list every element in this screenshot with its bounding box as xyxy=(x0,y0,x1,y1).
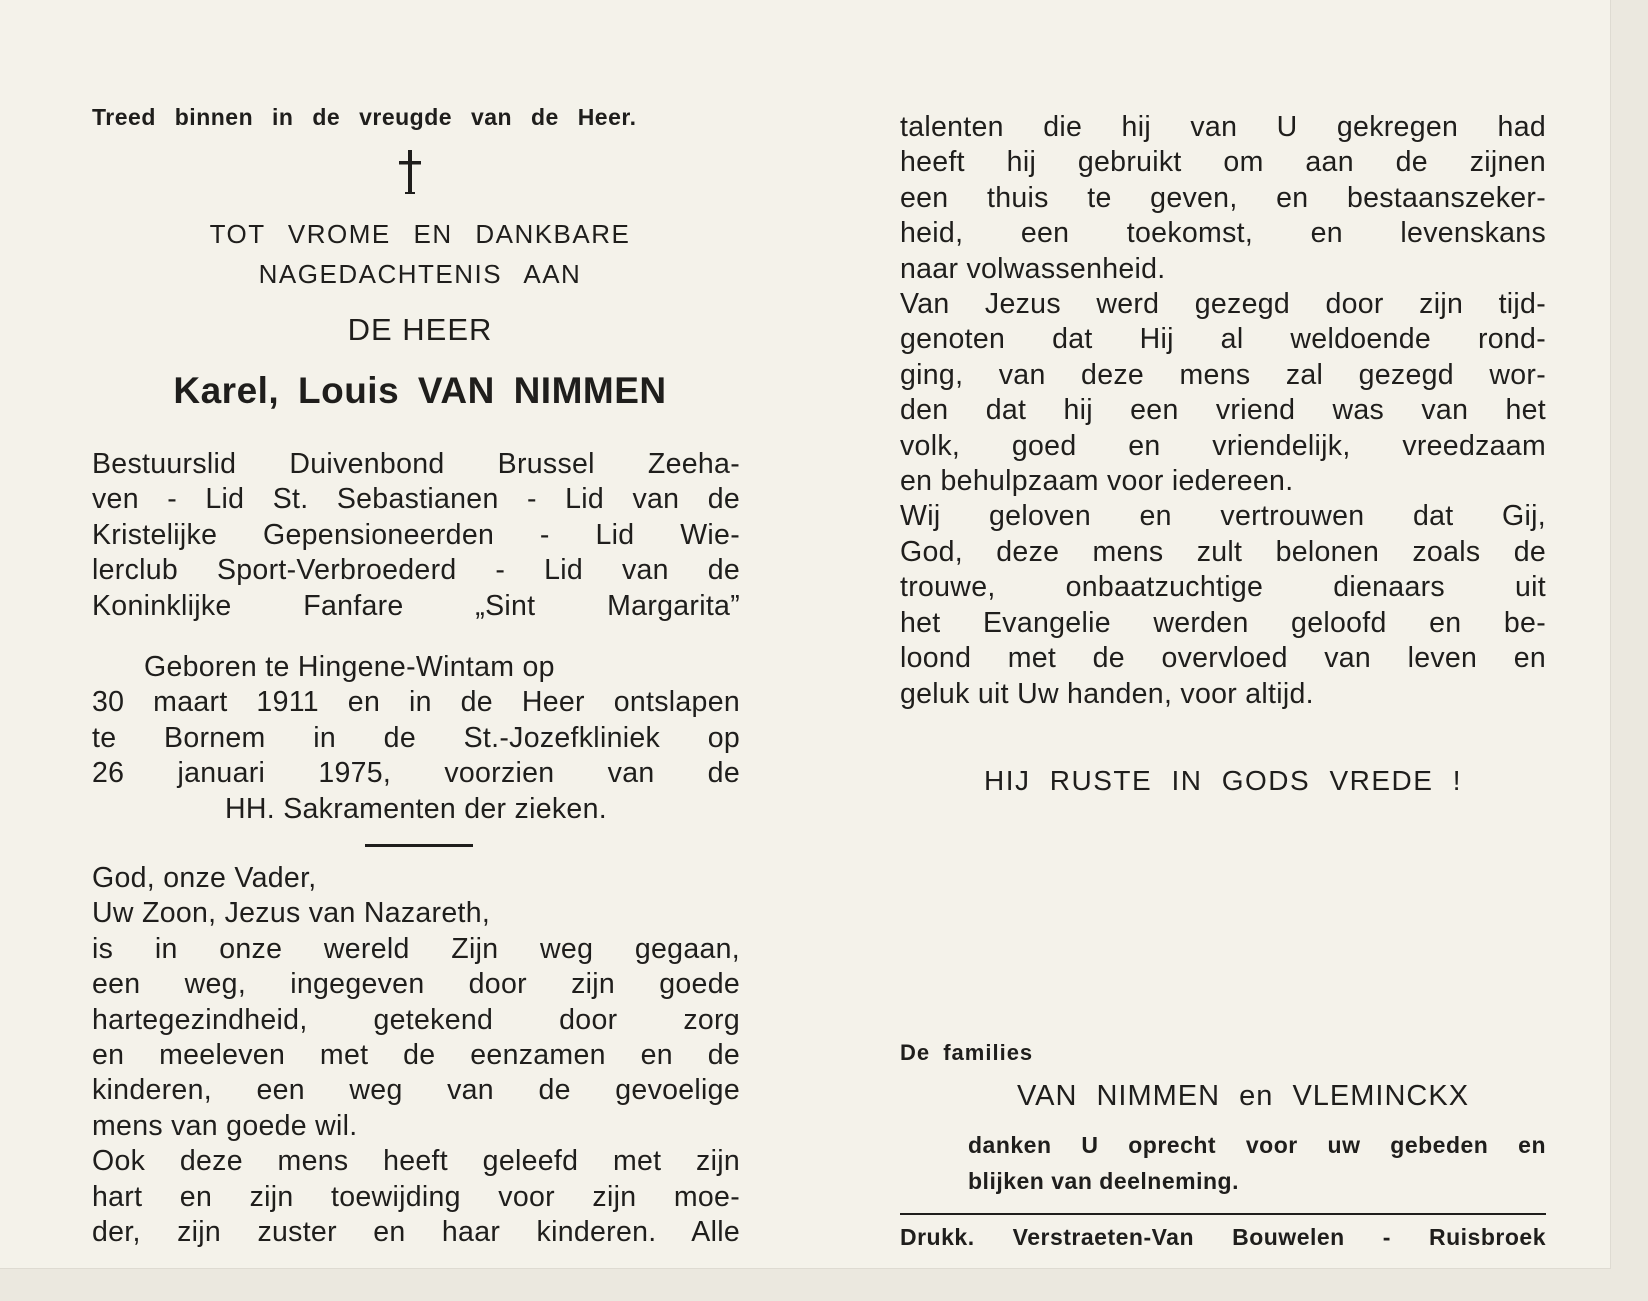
prayer-line: Uw Zoon, Jezus van Nazareth, xyxy=(92,897,491,930)
intro-line: TOT VROME EN DANKBARE xyxy=(209,219,631,249)
prayer-line: hart en zijn toewijding voor zijn moe- xyxy=(92,1180,740,1213)
birth-line: 26 januari 1975, voorzien van de xyxy=(92,757,740,790)
affiliation-line: Kristelijke Gepensioneerden - Lid Wie- xyxy=(92,518,740,551)
affiliations xyxy=(92,447,740,624)
birth-line: 30 maart 1911 en in de Heer ontslapen xyxy=(92,686,740,719)
section-divider xyxy=(365,844,473,847)
prayer-line: ging, van deze mens zal gezegd wor- xyxy=(900,358,1546,391)
affiliation-line: ven - Lid St. Sebastianen - Lid van de xyxy=(92,483,740,516)
prayer-line: heeft hij gebruikt om aan de zijnen xyxy=(900,146,1546,179)
prayer-line: Wij geloven en vertrouwen dat Gij, xyxy=(900,500,1546,533)
birth-death-info xyxy=(92,650,740,827)
affiliation-line: lerclub Sport-Verbroederd - Lid van de xyxy=(92,554,740,587)
prayer-continuation xyxy=(900,110,1546,712)
birth-line: Geboren te Hingene-Wintam op xyxy=(144,651,555,683)
prayer-line: mens van goede wil. xyxy=(92,1109,358,1142)
thanks-text xyxy=(968,1127,1546,1199)
prayer-line: en behulpzaam voor iedereen. xyxy=(900,465,1294,498)
prayer-text xyxy=(92,861,740,1250)
birth-line: te Bornem in de St.-Jozefkliniek op xyxy=(92,721,740,754)
affiliation-line: Koninklijke Fanfare „Sint Margarita” xyxy=(92,589,740,622)
prayer-line: het Evangelie werden geloofd en be- xyxy=(900,606,1546,639)
prayer-line: Van Jezus werd gezegd door zijn tijd- xyxy=(900,288,1546,321)
left-page xyxy=(0,0,805,1268)
prayer-line: is in onze wereld Zijn weg gegaan, xyxy=(92,932,740,965)
prayer-line: genoten dat Hij al weldoende rond- xyxy=(900,323,1546,356)
intro-line: NAGEDACHTENIS AAN xyxy=(258,259,582,289)
epigraph: Treed binnen in de vreugde van de Heer. xyxy=(92,104,637,130)
affiliation-line: Bestuurslid Duivenbond Brussel Zeeha- xyxy=(92,448,740,480)
cross-icon xyxy=(395,148,425,196)
prayer-line: God, deze mens zult belonen zoals de xyxy=(900,535,1546,568)
birth-line: HH. Sakramenten der zieken. xyxy=(225,792,607,825)
prayer-line: geluk uit Uw handen, voor altijd. xyxy=(900,677,1314,710)
thanks-line: blijken van deelneming. xyxy=(968,1168,1239,1194)
prayer-line: den dat hij een vriend was van het xyxy=(900,394,1546,427)
prayer-line: kinderen, een weg van de gevoelige xyxy=(92,1074,740,1107)
prayer-line: een weg, ingegeven door zijn goede xyxy=(92,968,740,1001)
families-names: VAN NIMMEN en VLEMINCKX xyxy=(1016,1080,1470,1112)
printer-credit: Drukk. Verstraeten-Van Bouwelen - Ruisbroek xyxy=(900,1224,1546,1250)
prayer-line: God, onze Vader, xyxy=(92,862,317,894)
deceased-name: Karel, Louis VAN NIMMEN xyxy=(173,370,667,411)
prayer-line: trouwe, onbaatzuchtige dienaars uit xyxy=(900,571,1546,604)
families-label: De families xyxy=(900,1040,1034,1065)
intro-heading xyxy=(90,214,750,294)
prayer-line: volk, goed en vriendelijk, vreedzaam xyxy=(900,429,1546,462)
right-page xyxy=(805,0,1610,1268)
prayer-line: een thuis te geven, en bestaanszeker- xyxy=(900,181,1546,214)
prayer-line: hartegezindheid, getekend door zorg xyxy=(92,1003,740,1036)
prayer-line: en meeleven met de eenzamen en de xyxy=(92,1039,740,1072)
prayer-line: naar volwassenheid. xyxy=(900,252,1166,285)
thanks-line: danken U oprecht voor uw gebeden en xyxy=(968,1132,1546,1158)
prayer-line: loond met de overvloed van leven en xyxy=(900,642,1546,675)
honorific-title: DE HEER xyxy=(347,312,493,347)
prayer-line: talenten die hij van U gekregen had xyxy=(900,111,1546,143)
prayer-line: Ook deze mens heeft geleefd met zijn xyxy=(92,1145,740,1178)
prayer-line: heid, een toekomst, en levenskans xyxy=(900,217,1546,250)
rest-in-peace: HIJ RUSTE IN GODS VREDE ! xyxy=(984,765,1462,796)
prayer-line: der, zijn zuster en haar kinderen. Alle xyxy=(92,1216,740,1249)
printer-divider xyxy=(900,1213,1546,1215)
